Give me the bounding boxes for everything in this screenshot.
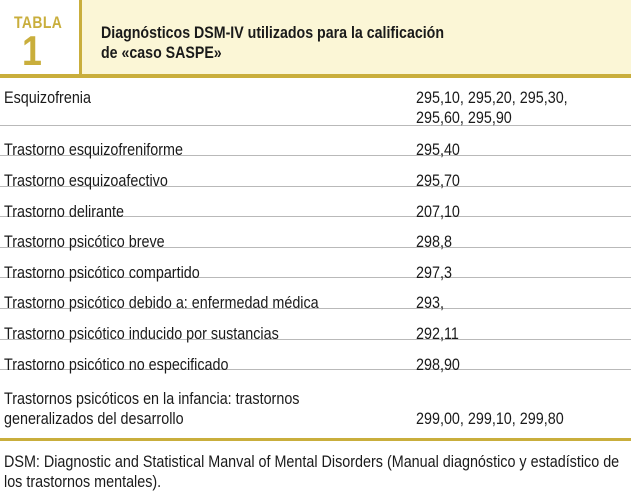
table-title-box bbox=[79, 0, 631, 74]
table-row bbox=[0, 309, 631, 343]
table-footnote: DSM: Diagnostic and Statistical Manval of Mental Disorders (Manual diagnóstico y estadístico de los trastornos mentales). bbox=[4, 453, 620, 491]
table-row bbox=[0, 156, 631, 190]
diagnosis-code: 295,40 bbox=[416, 141, 460, 159]
table-row bbox=[0, 86, 631, 126]
table-row bbox=[0, 217, 631, 251]
table-row bbox=[0, 126, 631, 159]
diagnosis-name: Trastorno psicótico no especificado bbox=[4, 356, 229, 374]
table-row bbox=[0, 278, 631, 312]
diagnosis-code: 292,11 bbox=[416, 325, 459, 343]
diagnosis-code: 298,8 bbox=[416, 233, 452, 251]
table-title-line2: de «caso SASPE» bbox=[101, 44, 222, 62]
table-word: TABLA bbox=[14, 13, 63, 32]
diagnosis-name: Trastornos psicóticos en la infancia: trastornos generalizados del desarrollo bbox=[4, 390, 300, 428]
bottom-rule bbox=[0, 438, 631, 441]
diagnosis-name: Trastorno delirante bbox=[4, 203, 124, 221]
table-number: 1 bbox=[22, 27, 42, 74]
top-rule bbox=[0, 74, 631, 78]
diagnosis-code: 298,90 bbox=[416, 356, 460, 374]
table-row bbox=[0, 248, 631, 282]
diagnosis-name: Trastorno esquizofreniforme bbox=[4, 141, 183, 159]
table-row bbox=[0, 340, 631, 374]
diagnosis-name: Esquizofrenia bbox=[4, 89, 91, 107]
diagnosis-code: 207,10 bbox=[416, 203, 460, 221]
table-title-line1: Diagnósticos DSM-IV utilizados para la calificación bbox=[101, 24, 445, 42]
diagnosis-name: Trastorno esquizoafectivo bbox=[4, 172, 168, 190]
diagnosis-name: Trastorno psicótico inducido por sustancias bbox=[4, 325, 279, 343]
table-header bbox=[0, 0, 631, 74]
diagnosis-name: Trastorno psicótico compartido bbox=[4, 264, 200, 282]
table-title bbox=[101, 23, 583, 63]
diagnosis-code: 295,70 bbox=[416, 172, 460, 190]
diagnosis-name: Trastorno psicótico breve bbox=[4, 233, 165, 251]
diagnosis-name: Trastorno psicótico debido a: enfermedad médica bbox=[4, 294, 319, 312]
diagnosis-code: 297,3 bbox=[416, 264, 452, 282]
table-row bbox=[0, 370, 631, 436]
diagnosis-code: 299,00, 299,10, 299,80 bbox=[416, 410, 564, 428]
table-number-label bbox=[0, 0, 75, 74]
diagnosis-code: 295,10, 295,20, 295,30, 295,60, 295,90 bbox=[416, 89, 568, 127]
diagnosis-code: 293, bbox=[416, 294, 444, 312]
table-row bbox=[0, 187, 631, 221]
